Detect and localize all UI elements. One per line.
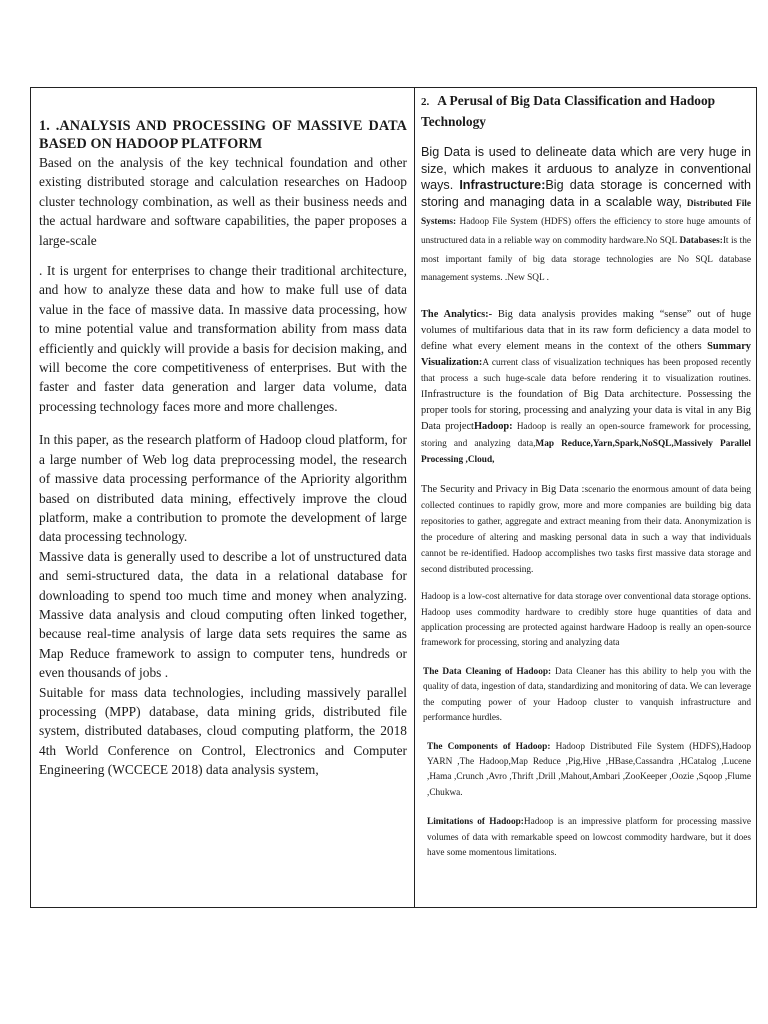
limitations-paragraph [421,815,751,861]
components-text: Hadoop Distributed File System (HDFS),Hadoop YARN ,The Hadoop,Map Reduce ,Pig,Hive ,HBase,Cassandra ,HCatalog ,Lucene ,Hama ,Crunch ,Avro ,Thrift ,Drill ,Mahout,Ambari ,ZooKeeper ,Oozie ,Sqoop ,Flume ,Chukwa. [427,741,751,798]
limitations-text: Hadoop is an impressive platform for processing massive volumes of data with remarkable speed on lowcost commodity hardware, but it does have some momentous limitations. [427,817,751,858]
security-paragraph [421,482,751,579]
left-paragraph-3: In this paper, as the research platform of Hadoop cloud platform, for a large number of Web log data preprocessing model, the research of massive data processing performance of the Apriority algorithm based on distributed data mining, effectively improve the cloud platform, make a contribution to promote the development of large data processing technology. [39,432,407,545]
dfs-text: Hadoop File System (HDFS) offers the efficiency to store huge amounts of unstructured data in a reliable way on commodity hardware.No SQL [421,217,751,246]
databases-label: Databases: [679,235,723,246]
section-2-title: A Perusal of Big Data Classification and Hadoop Technology [421,93,716,129]
low-cost-paragraph: Hadoop is a low-cost alternative for data storage over conventional data storage options. Hadoop uses commodity hardware to credibly store huge quantities of data and application processing are protected against hardware Hadoop is really an open-source framework for processing, storing and analyzing data [421,592,751,649]
databases-text: It is the most important family of big data storage technologies are No SQL database management systems. .New SQL . [421,235,751,284]
left-paragraph-5: Suitable for mass data technologies, including massively parallel processing (MPP) database, data mining grids, distributed file system, distributed databases, cloud computing platform, the 2018 4th World Conference on Control, Electronics and Computer Engineering (WCCECE 2018) data analysis system, [39,684,407,778]
hadoop-label: Hadoop: [473,421,513,433]
right-column [415,88,757,908]
section-2-heading [421,91,751,131]
two-column-table [30,87,757,908]
left-paragraph-2: . It is urgent for enterprises to change their traditional architecture, and how to analyze these data and how to make full use of data value in the face of massive data. In massive data processing, how to mine potential value and transformation ability from mass data efficiently and quickly will provide a basis for decision making, and will become the core competitiveness of enterprises. But with the faster and faster data generation and larger data volume, data processing technology faces more and more challenges. [39,263,407,414]
data-cleaning-text: Data Cleaner has this ability to help you with the quality of data, ingestion of data, standardizing and monitoring of data. We can leverage the computing power of your Hadoop cluster to vanquish infrastructure and performance hurdles. [423,666,751,724]
hadoop-text: Hadoop is really an open-source framework for processing, storing and analyzing data, [421,422,752,449]
limitations-label: Limitations of Hadoop: [427,817,524,828]
left-column [31,88,415,908]
left-paragraph-1: Based on the analysis of the key technical foundation and other existing distributed storage and calculation researches on Hadoop cluster technology combination, as well as their business needs and the actual hardware and software capabilities, the paper proposes a large-scale [39,155,407,248]
summary-visualization-label: Summary Visualization: [421,340,751,369]
dfs-label: Distributed File Systems: [421,198,751,228]
security-text: scenario the enormous amount of data being collected continues to rapidly grow, more and more companies are building big data repositories to gather, aggregate and extract meaning from their data. Anonymization is the procedure of altering and masking personal data in such a way that individuals cannot be re-identified. Hadoop accomplishes two tasks first massive data storage and second distributed processing. [421,484,751,576]
data-cleaning-label: The Data Cleaning of Hadoop: [423,666,552,677]
left-paragraph-4: Massive data is generally used to describe a lot of unstructured data and semi-structured data, the data in a relational database for downloading to spend too much time and money when analyzing. Massive data analysis and cloud computing often linked together, because real-time analysis of large data sets requires the same as Map Reduce framework to assign to computer tens, hundreds or even thousands of jobs . [39,548,407,681]
analytics-paragraph [421,307,751,468]
analytics-text-a: Big data analysis provides making “sense” out of huge volumes of multifarious data that in its raw form deficiency a data model to define what every element means in the context of the others [421,308,751,352]
intro-text-a: Big Data is used to delineate data which are very huge in size, which makes it arduous to analyze in conventional ways. [421,145,751,193]
section-2-number: 2. [421,96,430,108]
security-label: The Security and Privacy in Big Data : [421,483,585,495]
intro-text-b: Big data storage is concerned with storing and managing data in a scalable way, [421,178,751,209]
infrastructure-label: Infrastructure: [459,178,546,193]
analytics-label: The Analytics:- [421,308,493,320]
hadoop-tools-list: Map Reduce,Yarn,Spark,NoSQL,Massively Parallel Processing ,Cloud, [421,438,751,465]
big-data-intro [421,144,751,287]
components-label: The Components of Hadoop: [427,741,551,752]
analytics-text-b: Infrastructure is the foundation of Big Data architecture. Possessing the proper tools for storing, processing and analyzing your data is vital in any Big Data project [421,389,751,433]
summary-visualization-text: A current class of visualization techniques has been proposed recently that process a such huge-scale data before rendering it to visualization routines. I [421,358,751,401]
data-cleaning-paragraph [421,665,751,727]
section-1-heading: 1. .ANALYSIS AND PROCESSING OF MASSIVE DATA BASED ON HADOOP PLATFORM [39,118,407,152]
components-paragraph [421,740,751,802]
